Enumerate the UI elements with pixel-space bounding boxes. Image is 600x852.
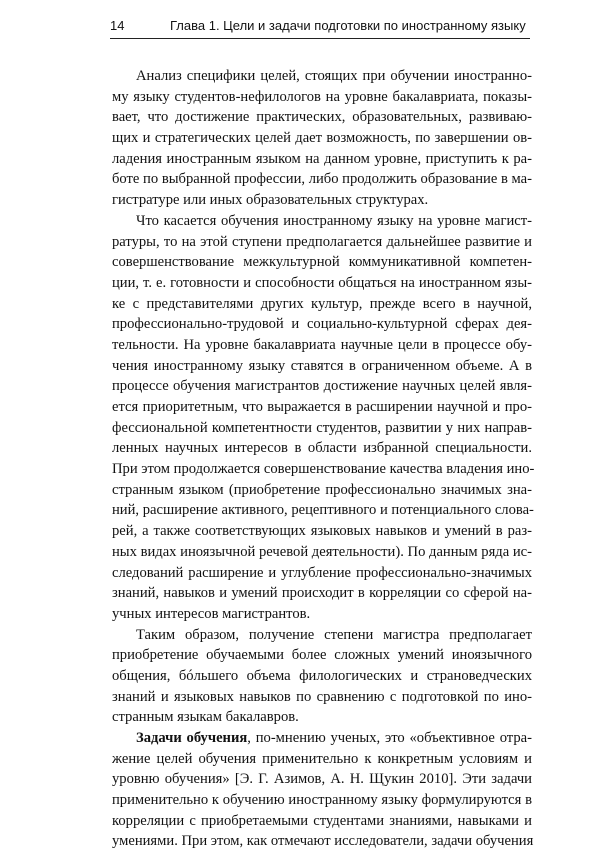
text-line: корреляции с приобретаемыми студентами знаниями, навыками и xyxy=(112,812,532,829)
text-fragment: , по-мнению ученых, это «объективное отра- xyxy=(247,730,532,746)
body-text xyxy=(112,66,535,852)
text-line: ний, расширение активного, рецептивного и потенциального слова- xyxy=(112,502,534,519)
page-number: 14 xyxy=(110,18,125,33)
text-line: щих и стратегических целей дает возможность, по завершении ов- xyxy=(112,130,532,147)
text-line: боте по выбранной профессии, либо продолжить образование в ма- xyxy=(112,171,532,188)
text-line: Что касается обучения иностранному языку на уровне магист- xyxy=(136,212,532,229)
text-line: ленных научных интересов в области избранной специальности. xyxy=(112,440,532,457)
text-line: профессионально-трудовой и социально-культурной сферах дея- xyxy=(112,316,532,333)
chapter-title: Глава 1. Цели и задачи подготовки по иностранному языку xyxy=(170,18,526,33)
text-line: применительно к обучению иностранному языку формулируются в xyxy=(112,792,532,809)
text-line: приобретение обучаемыми более сложных умений иноязычного xyxy=(112,647,532,664)
text-line: странным языкам бакалавров. xyxy=(112,709,299,726)
text-line: ратуры, то на этой ступени предполагается дальнейшее развитие и xyxy=(112,233,532,250)
text-line: вает, что достижение практических, образовательных, развиваю- xyxy=(112,109,532,126)
text-line: совершенствование межкультурной коммуникативной компетен- xyxy=(112,254,532,271)
text-line: гистратуре или иных образовательных структурах. xyxy=(112,192,429,209)
text-line: Таким образом, получение степени магистра предполагает xyxy=(136,626,532,643)
text-line xyxy=(112,728,532,749)
text-line: знаний, навыков и умений происходит в корреляции со сферой на- xyxy=(112,585,532,602)
text-line: чения иностранному языку ставятся в ограниченном объеме. А в xyxy=(112,357,532,374)
text-line: Анализ специфики целей, стоящих при обучении иностранно- xyxy=(136,68,532,84)
text-line: процессе обучения магистрантов достижение научных целей явля- xyxy=(112,378,532,395)
text-line: следований расширение и углубление профессионально-значимых xyxy=(112,564,532,581)
text-line: учных интересов магистрантов. xyxy=(112,605,311,622)
text-line: тельности. На уровне бакалавриата научные цели в процессе обу- xyxy=(112,336,532,353)
text-line: му языку студентов-нефилологов на уровне бакалавриата, показы- xyxy=(112,88,532,105)
text-line: странным языком (приобретение профессионально значимых зна- xyxy=(112,481,532,498)
text-line: рей, а также соответствующих языковых навыков и умений в раз- xyxy=(112,523,532,540)
bold-term: Задачи обучения xyxy=(136,730,248,746)
text-line: ке с представителями других культур, прежде всего в научной, xyxy=(112,295,532,312)
text-line: умениями. При этом, как отмечают исследователи, задачи обучения xyxy=(112,833,534,850)
text-line: знаний и языковых навыков по сравнению с подготовкой по ино- xyxy=(112,688,532,705)
running-head xyxy=(110,16,530,39)
text-line: ется приоритетным, что выражается в расширении научной и про- xyxy=(112,399,532,415)
text-line: ции, т. е. готовности и способности общаться на иностранном язы- xyxy=(112,274,532,291)
text-line: При этом продолжается совершенствование качества владения ино- xyxy=(112,461,535,478)
text-line: фессиональной компетентности студентов, развитии у них направ- xyxy=(112,419,532,436)
text-line: общения, бóльшего объема филологических и страноведческих xyxy=(112,667,532,684)
text-line: ных видах иноязычной речевой деятельности). По данным ряда ис- xyxy=(112,543,532,560)
text-line: уровню обучения» [Э. Г. Азимов, А. Н. Щукин 2010]. Эти задачи xyxy=(112,771,532,788)
text-line: жение целей обучения применительно к конкретным условиям и xyxy=(112,750,532,767)
text-line: ладения иностранным языком на данном уровне, приступить к ра- xyxy=(112,150,532,167)
